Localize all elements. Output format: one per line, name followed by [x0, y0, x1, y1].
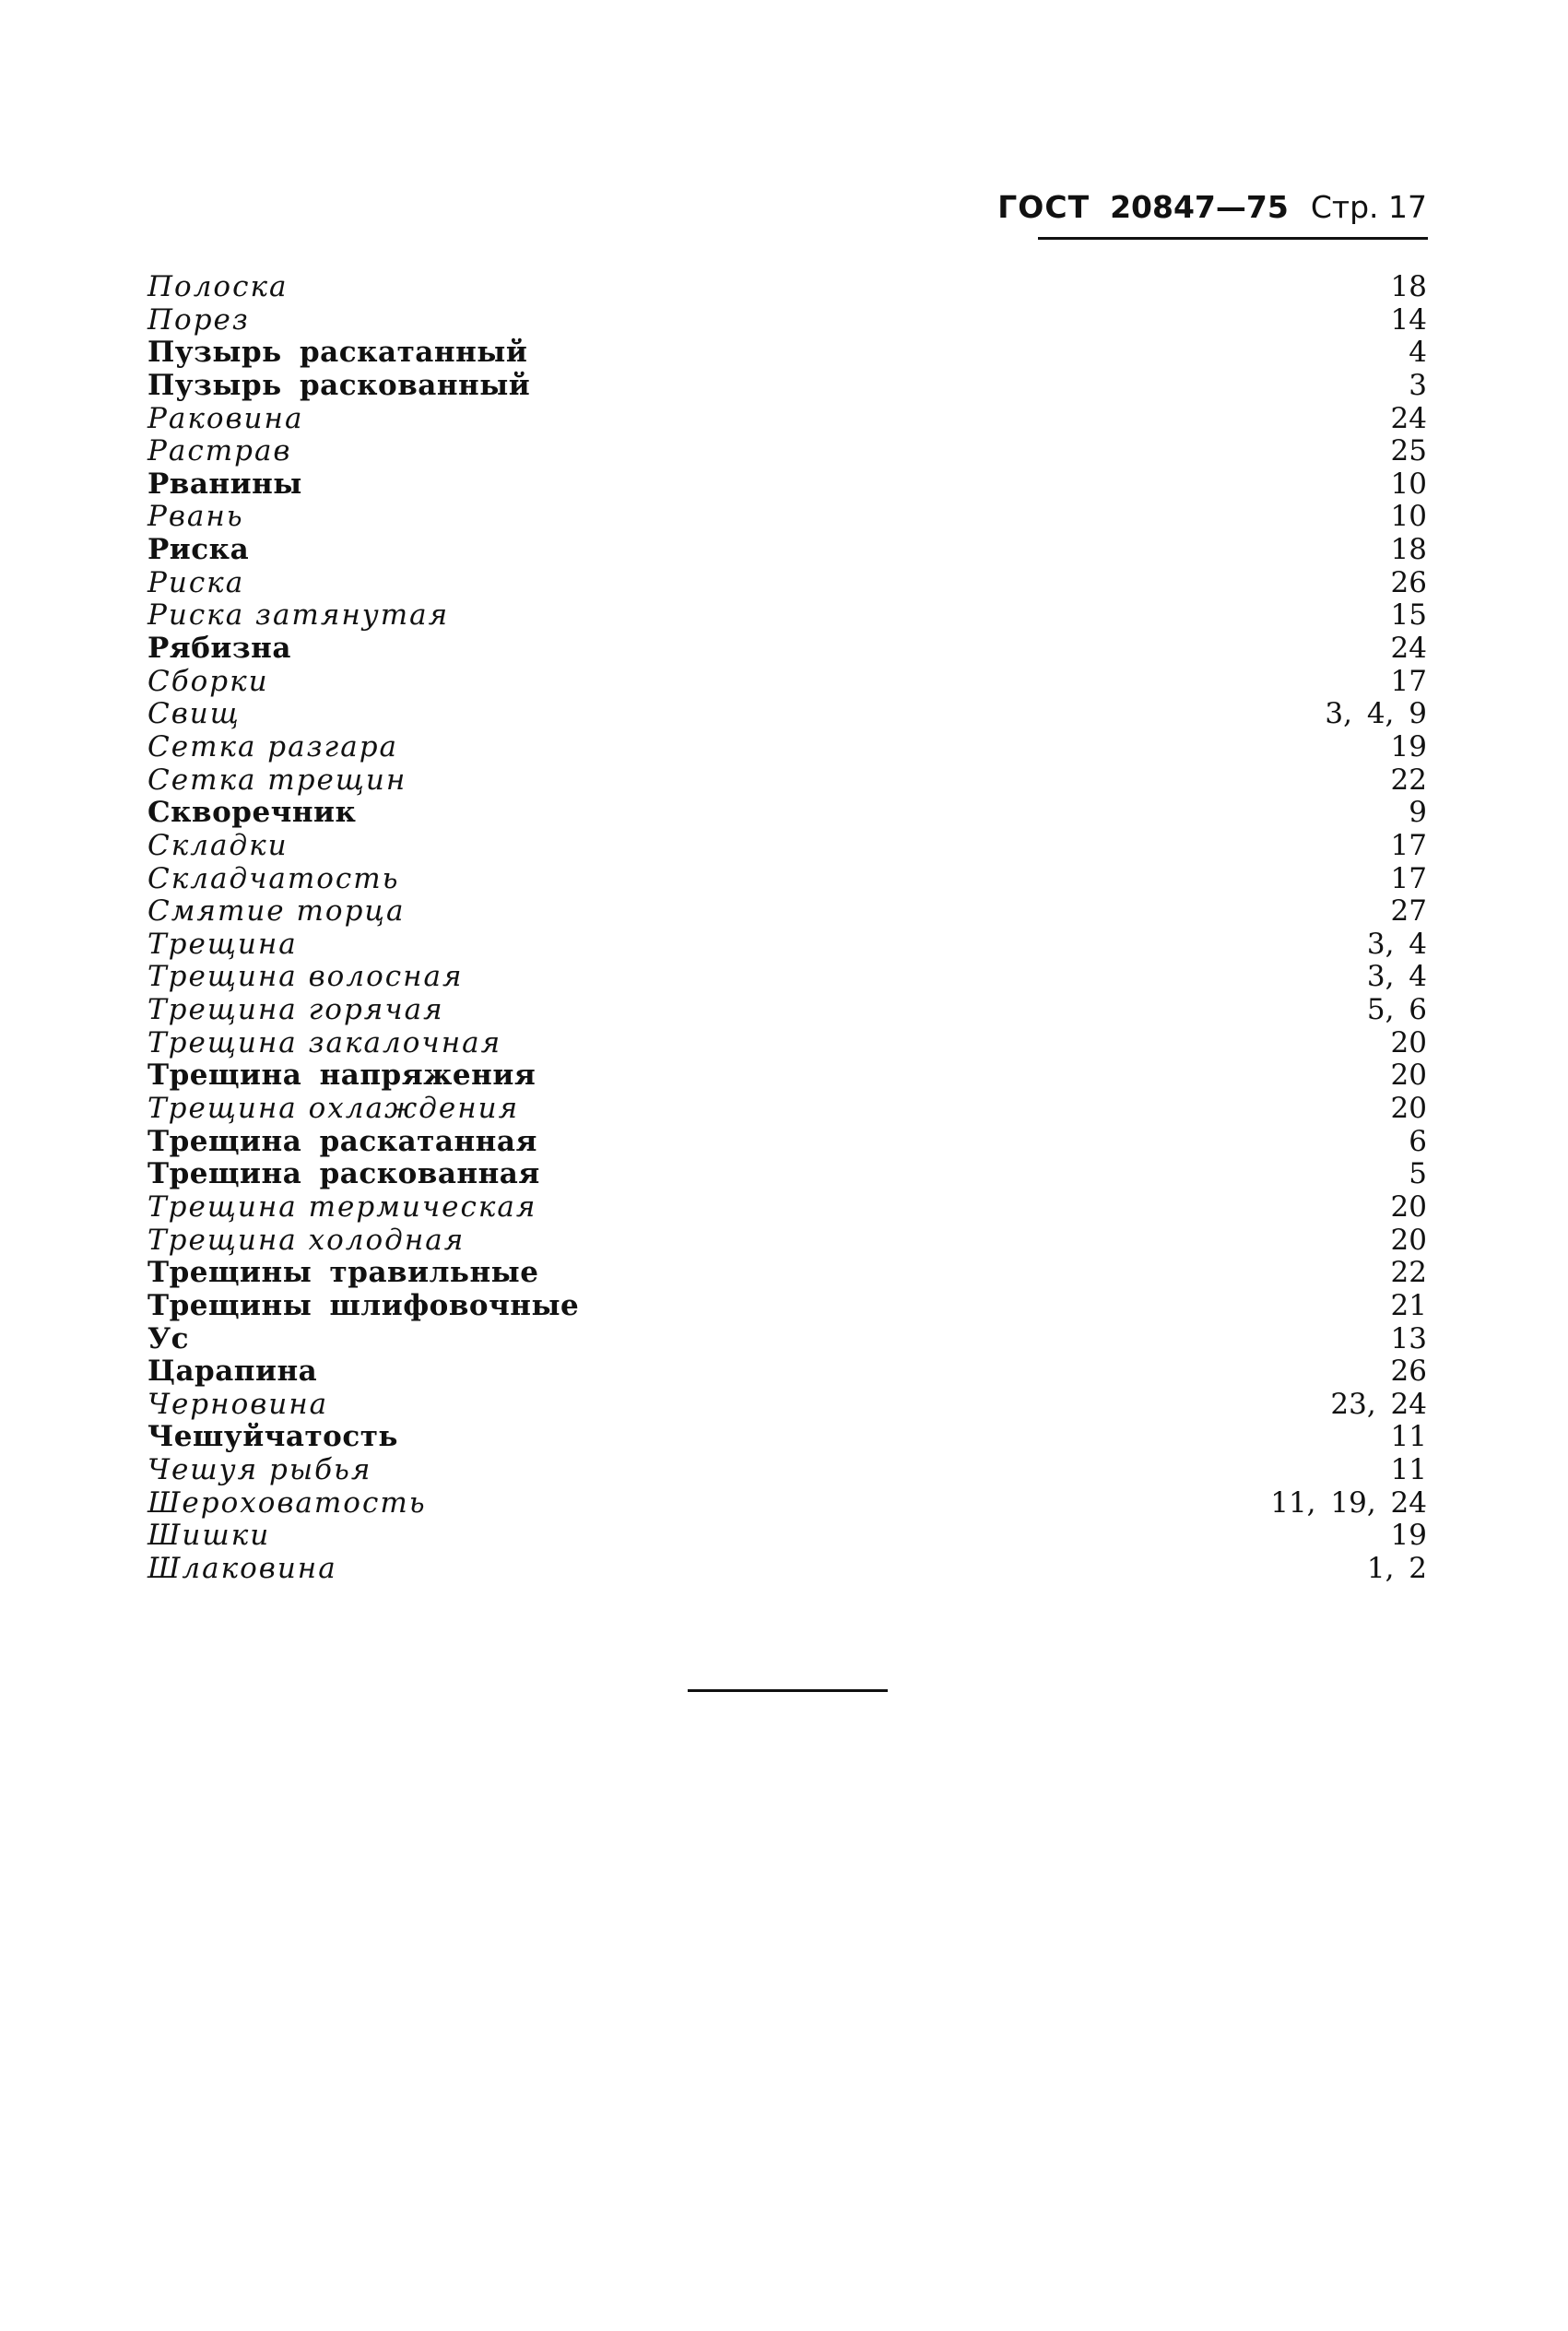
index-entry	[147, 1027, 1427, 1060]
index-term: Смятие торца	[147, 894, 406, 929]
index-term: Складки	[147, 828, 289, 862]
index-entry	[147, 633, 1427, 666]
index-term: Трещина холодная	[147, 1223, 466, 1257]
index-pages: 26	[1390, 1355, 1427, 1389]
index-entry	[147, 435, 1427, 468]
index-pages: 10	[1390, 467, 1427, 501]
index-pages: 24	[1390, 401, 1427, 435]
index-term: Шлаковина	[147, 1551, 337, 1585]
index-pages: 17	[1390, 828, 1427, 862]
index-pages: 22	[1390, 1256, 1427, 1290]
standard-number: 20847—75	[1110, 189, 1289, 225]
index-entry	[147, 337, 1427, 370]
index-entry	[147, 304, 1427, 337]
index-term: Рябизна	[147, 632, 291, 666]
index-pages: 3, 4	[1366, 960, 1427, 994]
index-term: Пузырь раскатанный	[147, 336, 528, 370]
index-entry	[147, 1454, 1427, 1487]
index-term: Трещина	[147, 927, 298, 961]
index-pages: 27	[1390, 894, 1427, 929]
index-entry	[147, 1093, 1427, 1126]
index-term: Риска затянутая	[147, 598, 450, 633]
index-entry	[147, 501, 1427, 534]
index-entry	[147, 1421, 1427, 1454]
page-number: Стр. 17	[1310, 189, 1427, 225]
index-term: Скворечник	[147, 796, 357, 830]
index-term: Рванины	[147, 467, 302, 501]
index-term: Черновина	[147, 1387, 329, 1421]
index-pages: 3, 4	[1366, 927, 1427, 961]
index-pages: 20	[1390, 1092, 1427, 1126]
index-pages: 18	[1390, 533, 1427, 567]
index-pages: 17	[1390, 861, 1427, 895]
index-entry	[147, 961, 1427, 994]
index-term: Чешуя рыбья	[147, 1453, 372, 1487]
index-entry	[147, 1191, 1427, 1225]
index-entry	[147, 797, 1427, 830]
index-entry	[147, 929, 1427, 962]
index-term: Раковина	[147, 401, 304, 435]
index-pages: 21	[1390, 1288, 1427, 1322]
index-entry	[147, 863, 1427, 896]
index-entry	[147, 698, 1427, 731]
index-pages: 15	[1390, 598, 1427, 633]
index-pages: 19	[1390, 729, 1427, 763]
index-pages: 3, 4, 9	[1325, 697, 1427, 731]
index-term: Сетка трещин	[147, 763, 407, 797]
index-entry	[147, 1290, 1427, 1323]
index-term: Складчатость	[147, 861, 400, 895]
index-term: Риска	[147, 565, 245, 599]
index-pages: 3	[1409, 368, 1427, 402]
index-pages: 11	[1390, 1420, 1427, 1454]
index-term: Трещина раскованная	[147, 1157, 540, 1191]
index-pages: 18	[1390, 270, 1427, 303]
index-entry	[147, 599, 1427, 633]
index-term: Свищ	[147, 697, 241, 731]
index-pages: 10	[1390, 500, 1427, 534]
index-pages: 5, 6	[1366, 993, 1427, 1027]
index-entry	[147, 403, 1427, 436]
index-term: Шероховатость	[147, 1485, 427, 1520]
index-entry	[147, 468, 1427, 502]
term-index	[147, 271, 1427, 1586]
index-pages: 4	[1409, 336, 1427, 370]
index-entry	[147, 1487, 1427, 1520]
index-entry	[147, 1059, 1427, 1093]
index-term: Шишки	[147, 1519, 271, 1553]
index-pages: 11	[1390, 1453, 1427, 1487]
index-pages: 19	[1390, 1519, 1427, 1553]
index-pages: 13	[1390, 1321, 1427, 1355]
index-term: Сетка разгара	[147, 729, 399, 763]
index-term: Сборки	[147, 664, 269, 698]
index-entry	[147, 1355, 1427, 1389]
index-term: Трещина волосная	[147, 960, 464, 994]
index-term: Трещины шлифовочные	[147, 1288, 580, 1322]
index-entry	[147, 1257, 1427, 1290]
index-entry	[147, 895, 1427, 929]
index-term: Трещина раскатанная	[147, 1124, 537, 1158]
index-pages: 25	[1390, 434, 1427, 468]
end-rule	[688, 1689, 888, 1692]
index-pages: 9	[1409, 796, 1427, 830]
index-entry	[147, 1158, 1427, 1191]
index-term: Пузырь раскованный	[147, 368, 531, 402]
header-rule	[1038, 237, 1428, 240]
page-header	[997, 189, 1427, 226]
index-term: Царапина	[147, 1355, 318, 1389]
index-entry	[147, 1520, 1427, 1553]
index-entry	[147, 764, 1427, 798]
index-pages: 20	[1390, 1025, 1427, 1059]
index-pages: 17	[1390, 664, 1427, 698]
index-term: Трещина закалочная	[147, 1025, 502, 1059]
index-entry	[147, 534, 1427, 567]
index-entry	[147, 1389, 1427, 1422]
index-pages: 24	[1390, 632, 1427, 666]
index-pages: 22	[1390, 763, 1427, 797]
index-pages: 23, 24	[1330, 1387, 1427, 1421]
index-entry	[147, 731, 1427, 764]
index-pages: 20	[1390, 1189, 1427, 1224]
index-entry	[147, 1126, 1427, 1159]
index-term: Рвань	[147, 500, 244, 534]
index-term: Трещина термическая	[147, 1189, 537, 1224]
index-term: Полоска	[147, 270, 289, 303]
index-entry	[147, 830, 1427, 863]
index-entry	[147, 994, 1427, 1027]
index-entry	[147, 370, 1427, 403]
standard-label: ГОСТ	[997, 189, 1091, 225]
index-pages: 5	[1409, 1157, 1427, 1191]
index-entry	[147, 666, 1427, 699]
index-term: Порез	[147, 302, 250, 337]
index-entry	[147, 1553, 1427, 1586]
index-entry	[147, 1323, 1427, 1356]
index-term: Трещина напряжения	[147, 1059, 536, 1093]
index-term: Растрав	[147, 434, 292, 468]
index-entry	[147, 567, 1427, 600]
index-term: Трещина горячая	[147, 993, 444, 1027]
index-pages: 20	[1390, 1223, 1427, 1257]
index-pages: 26	[1390, 565, 1427, 599]
index-pages: 11, 19, 24	[1270, 1485, 1427, 1520]
index-entry	[147, 1225, 1427, 1258]
index-pages: 20	[1390, 1059, 1427, 1093]
index-term: Трещины травильные	[147, 1256, 539, 1290]
index-term: Ус	[147, 1321, 190, 1355]
index-pages: 6	[1409, 1124, 1427, 1158]
index-term: Риска	[147, 533, 250, 567]
index-term: Трещина охлаждения	[147, 1092, 520, 1126]
index-pages: 1, 2	[1366, 1551, 1427, 1585]
index-pages: 14	[1390, 302, 1427, 337]
index-term: Чешуйчатость	[147, 1420, 398, 1454]
index-entry	[147, 271, 1427, 304]
